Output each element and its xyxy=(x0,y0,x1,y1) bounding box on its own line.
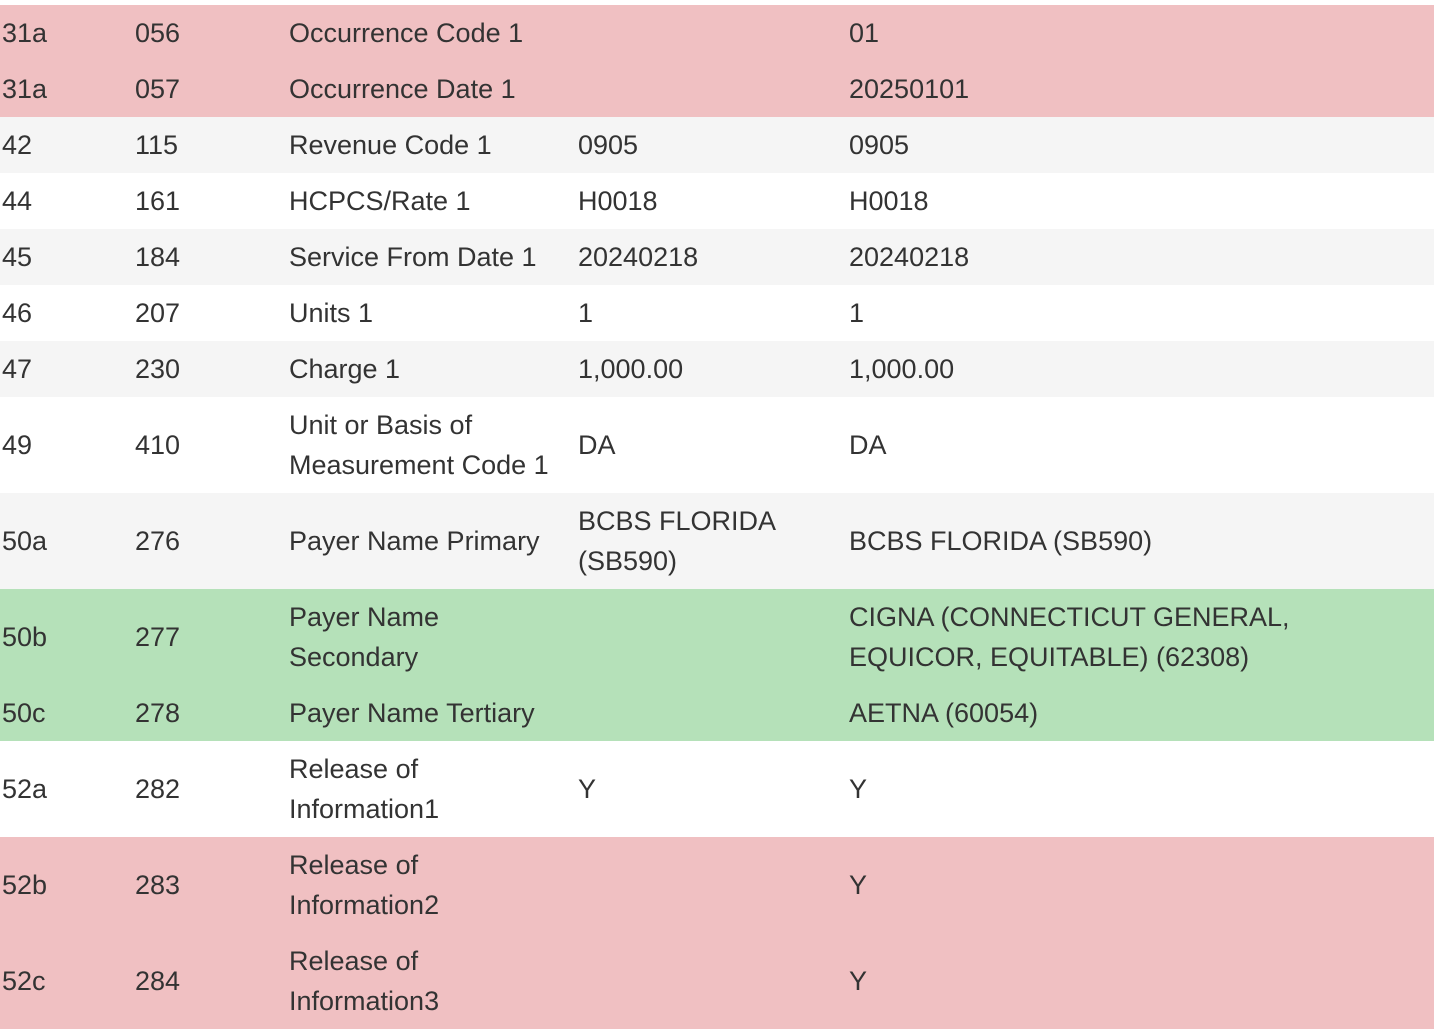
field-name-cell: Payer Name Primary xyxy=(289,526,540,556)
table-row xyxy=(0,117,1434,173)
field-number-cell: 277 xyxy=(135,622,181,652)
field-name-cell: Units 1 xyxy=(289,298,374,328)
field-name-cell: HCPCS/Rate 1 xyxy=(289,186,471,216)
field-name-cell: Occurrence Code 1 xyxy=(289,18,524,48)
box-number-cell: 46 xyxy=(2,298,33,328)
field-number-cell: 278 xyxy=(135,698,181,728)
table-row xyxy=(0,493,1434,589)
field-number-cell: 276 xyxy=(135,526,181,556)
table-row xyxy=(0,589,1434,685)
new-value-cell: Y xyxy=(849,966,868,996)
field-name-cell: Release of Information3 xyxy=(289,946,440,1016)
new-value-cell: CIGNA (CONNECTICUT GENERAL, EQUICOR, EQUITABLE) (62308) xyxy=(849,602,1290,672)
table-row xyxy=(0,61,1434,117)
box-number-cell: 31a xyxy=(2,74,48,104)
field-name-cell: Unit or Basis of Measurement Code 1 xyxy=(289,410,549,480)
box-number-cell: 52c xyxy=(2,966,46,996)
new-value-cell: 1 xyxy=(849,298,865,328)
new-value-cell: Y xyxy=(849,774,868,804)
table-row xyxy=(0,5,1434,61)
new-value-cell: 20250101 xyxy=(849,74,970,104)
box-number-cell: 44 xyxy=(2,186,33,216)
box-number-cell: 52b xyxy=(2,870,48,900)
new-value-cell: 1,000.00 xyxy=(849,354,955,384)
new-value-cell: 20240218 xyxy=(849,242,970,272)
original-value-cell: 0905 xyxy=(578,130,639,160)
table-row xyxy=(0,285,1434,341)
field-number-cell: 161 xyxy=(135,186,181,216)
original-value-cell: 20240218 xyxy=(578,242,699,272)
box-number-cell: 31a xyxy=(2,18,48,48)
table-row xyxy=(0,229,1434,285)
claim-field-comparison-table xyxy=(0,5,1434,1029)
box-number-cell: 52a xyxy=(2,774,48,804)
field-number-cell: 184 xyxy=(135,242,181,272)
box-number-cell: 50a xyxy=(2,526,48,556)
table-row xyxy=(0,837,1434,933)
table-row xyxy=(0,685,1434,741)
original-value-cell: H0018 xyxy=(578,186,658,216)
new-value-cell: H0018 xyxy=(849,186,929,216)
box-number-cell: 50c xyxy=(2,698,46,728)
box-number-cell: 45 xyxy=(2,242,33,272)
box-number-cell: 42 xyxy=(2,130,33,160)
box-number-cell: 47 xyxy=(2,354,33,384)
original-value-cell: 1,000.00 xyxy=(578,354,684,384)
field-name-cell: Payer Name Secondary xyxy=(289,602,440,672)
original-value-cell: 1 xyxy=(578,298,594,328)
field-number-cell: 283 xyxy=(135,870,181,900)
field-number-cell: 284 xyxy=(135,966,181,996)
original-value-cell: Y xyxy=(578,774,597,804)
table-row xyxy=(0,397,1434,493)
table-row xyxy=(0,173,1434,229)
field-number-cell: 057 xyxy=(135,74,181,104)
table-row xyxy=(0,933,1434,1029)
new-value-cell: 0905 xyxy=(849,130,910,160)
new-value-cell: DA xyxy=(849,430,887,460)
table-row xyxy=(0,741,1434,837)
original-value-cell: DA xyxy=(578,430,616,460)
field-name-cell: Release of Information2 xyxy=(289,850,440,920)
new-value-cell: 01 xyxy=(849,18,880,48)
box-number-cell: 50b xyxy=(2,622,48,652)
original-value-cell: BCBS FLORIDA (SB590) xyxy=(578,506,777,576)
table-row xyxy=(0,341,1434,397)
field-name-cell: Occurrence Date 1 xyxy=(289,74,516,104)
field-name-cell: Release of Information1 xyxy=(289,754,440,824)
field-name-cell: Charge 1 xyxy=(289,354,401,384)
field-number-cell: 410 xyxy=(135,430,181,460)
field-name-cell: Service From Date 1 xyxy=(289,242,537,272)
new-value-cell: BCBS FLORIDA (SB590) xyxy=(849,526,1153,556)
new-value-cell: AETNA (60054) xyxy=(849,698,1039,728)
field-number-cell: 056 xyxy=(135,18,181,48)
field-number-cell: 207 xyxy=(135,298,181,328)
field-number-cell: 230 xyxy=(135,354,181,384)
field-name-cell: Revenue Code 1 xyxy=(289,130,492,160)
box-number-cell: 49 xyxy=(2,430,33,460)
new-value-cell: Y xyxy=(849,870,868,900)
field-name-cell: Payer Name Tertiary xyxy=(289,698,535,728)
field-number-cell: 282 xyxy=(135,774,181,804)
field-number-cell: 115 xyxy=(135,130,179,160)
